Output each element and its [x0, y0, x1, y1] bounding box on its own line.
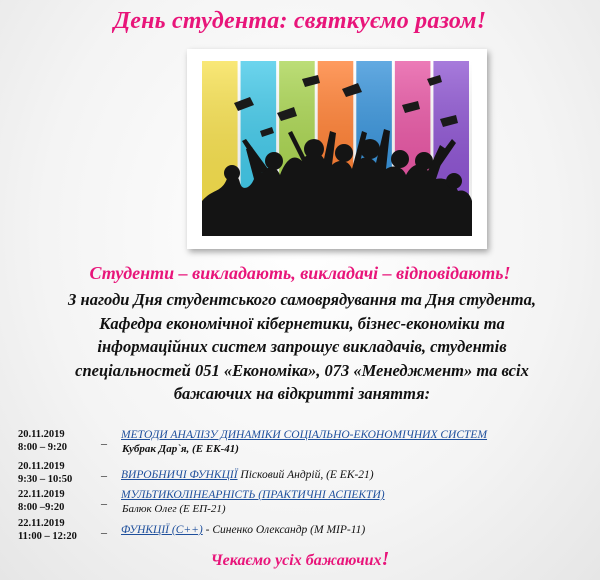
schedule-datetime: [18, 488, 65, 514]
schedule-datetime: [18, 517, 77, 543]
schedule-item: [0, 428, 600, 458]
lecture-speaker: - Синенко Олександр (М МІР-11): [205, 524, 366, 536]
lecture-topic: [121, 488, 385, 502]
lecture-topic: [121, 523, 365, 537]
slogan: Студенти – викладають, викладачі – відповідають!: [89, 263, 511, 283]
lecture-speaker: Кубрак Дар`я, (Е ЕК-41): [122, 443, 239, 455]
invitation-line: бажаючих на відкритті заняття:: [173, 384, 431, 403]
invitation-line: спеціальностей 051 «Економіка», 073 «Менеджмент» та всіх: [75, 360, 529, 380]
schedule-item: [0, 517, 600, 547]
schedule-time: 11:00 – 12:20: [18, 531, 77, 542]
schedule-time: 9:30 – 10:50: [18, 474, 73, 485]
schedule-dash: –: [101, 525, 107, 539]
students-silhouette-image: [202, 61, 472, 236]
lecture-speaker: Балюк Олег (Е ЕП-21): [122, 503, 226, 515]
invitation-line: Кафедра економічної кібернетики, бізнес-економіки та: [99, 313, 505, 333]
schedule-dash: –: [101, 496, 107, 510]
schedule-time: 8:00 – 9:20: [18, 442, 67, 453]
lecture-speaker: Пісковий Андрій, (Е ЕК-21): [240, 469, 374, 481]
celebration-banner: [187, 49, 487, 249]
invitation-line: інформаційних систем запрошує викладачів, студентів: [97, 337, 507, 356]
invitation-line: З нагоди Дня студентського самоврядування та Дня студента,: [68, 290, 536, 309]
schedule-dash: –: [101, 436, 107, 450]
closing-message: [0, 548, 600, 571]
lecture-title: ВИРОБНИЧІ ФУНКЦІЇ: [121, 469, 238, 481]
lecture-title: ФУНКЦІЇ (С++): [121, 524, 203, 536]
lecture-topic: [121, 468, 374, 482]
lecture-title: МУЛЬТИКОЛІНЕАРНІСТЬ (ПРАКТИЧНІ АСПЕКТИ): [121, 489, 385, 501]
schedule-datetime: [18, 428, 67, 454]
closing-text: Чекаємо усіх бажаючих: [210, 552, 382, 569]
schedule-datetime: [18, 460, 72, 486]
closing-exclamation: !: [381, 548, 390, 570]
schedule-time: 8:00 –9:20: [18, 502, 65, 513]
schedule-date: 22.11.2019: [18, 518, 65, 529]
lecture-topic: [121, 428, 487, 442]
schedule-item: [0, 460, 600, 490]
schedule-date: 20.11.2019: [18, 461, 65, 472]
invitation-text: [14, 288, 590, 406]
schedule-item: [0, 488, 600, 518]
page-title: День студента: святкуємо разом!: [113, 8, 487, 34]
schedule-date: 22.11.2019: [18, 489, 65, 500]
lecture-title: МЕТОДИ АНАЛІЗУ ДИНАМІКИ СОЦІАЛЬНО-ЕКОНОМІЧНИХ СИСТЕМ: [121, 429, 488, 441]
schedule-date: 20.11.2019: [18, 429, 65, 440]
schedule-dash: –: [101, 468, 107, 482]
